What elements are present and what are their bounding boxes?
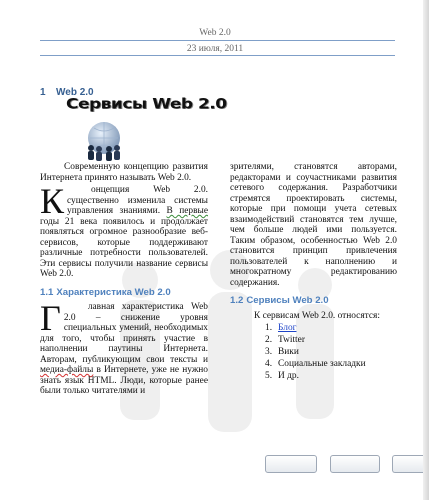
dropcap-letter: Г: [40, 298, 61, 338]
grammar-marked-text: В первые: [166, 206, 208, 216]
list-number: 3.: [265, 347, 273, 357]
list-number: 1.: [265, 323, 273, 333]
paragraph-concept: [40, 181, 208, 280]
globe-people-icon: [82, 118, 126, 162]
header-date: 23 июля, 2011: [186, 44, 244, 54]
paragraph-characteristics-text: лавная характеристика Web 2.0 – снижение уровня специальных умений, необходимых для того, чтобы принять участие в наполнении паутины Интернета. Авторам, публикующим свои тексты и: [40, 302, 208, 365]
subsection-title: Сервисы Web 2.0: [246, 295, 329, 306]
logo-title: Сервисы Web 2.0: [66, 96, 227, 113]
list-item-label: И др.: [278, 371, 299, 381]
paragraph-characteristics: [40, 298, 208, 397]
list-item: [265, 371, 397, 382]
dropcap-letter: К: [40, 181, 65, 221]
blog-link[interactable]: Блог: [278, 323, 297, 333]
right-column: [230, 162, 397, 383]
spelling-marked-text: медиа-файлы: [40, 365, 94, 375]
list-item: [265, 347, 397, 358]
list-number: 5.: [265, 371, 273, 381]
nav-button-2[interactable]: [330, 455, 380, 473]
header-rule-top: [40, 40, 395, 41]
paragraph-continued: зрителями, становятся авторами, редакторами и соучастниками развития сетевого содержания. Разработчики стремятся проектировать системы, которые при помощи учета сетевых взаимодействий становятся тем лучше, чем больше людей ими пользуется. Таким образом, особенностью Web 2.0 становится принцип привлечения пользователей к наполнению и многократному редактированию содержания.: [230, 162, 397, 288]
subsection-number: 1.1: [40, 286, 54, 298]
header-title: Web 2.0: [199, 28, 231, 38]
list-item-label: Twitter: [278, 335, 305, 345]
subsection-heading-services: [230, 296, 397, 307]
section-number: 1: [40, 87, 46, 98]
list-item: [265, 359, 397, 370]
paragraph-characteristics-text-continued: в Интернете, уже не нужно знать язык HTML. Люди, которые ранее были только читателями и: [40, 365, 208, 396]
header-rule-bottom: [40, 55, 395, 56]
subsection-title: Характеристика Web 2.0: [56, 286, 171, 298]
intro-paragraph: Современную концепцию развития Интернета принято называть Web 2.0.: [40, 162, 208, 183]
services-list: [230, 323, 397, 382]
list-item-label: Вики: [278, 347, 299, 357]
paragraph-concept-text: онцепция Web 2.0. существенно изменила системы управления знаниями.: [67, 185, 208, 216]
nav-button-1[interactable]: [265, 455, 317, 473]
list-number: 2.: [265, 335, 273, 345]
list-item: [265, 335, 397, 346]
list-item: [265, 323, 397, 334]
page-edge-shadow: [423, 0, 429, 500]
list-item-label: Социальные закладки: [278, 359, 366, 369]
paragraph-services: К сервисам Web 2.0. относятся:: [254, 310, 380, 321]
left-column: [40, 162, 208, 397]
paragraph-concept-text-continued: годы 21 века появилось и продолжает появляться огромное разнообразие веб-сервисов, которые поддерживают различные потребности пользователей. Эти сервисы получили название сервисы Web 2.0.: [40, 216, 208, 279]
list-number: 4.: [265, 359, 273, 369]
section-title: Web 2.0: [56, 87, 94, 98]
subsection-heading-characteristics: [40, 288, 208, 299]
subsection-number: 1.2: [230, 295, 244, 306]
